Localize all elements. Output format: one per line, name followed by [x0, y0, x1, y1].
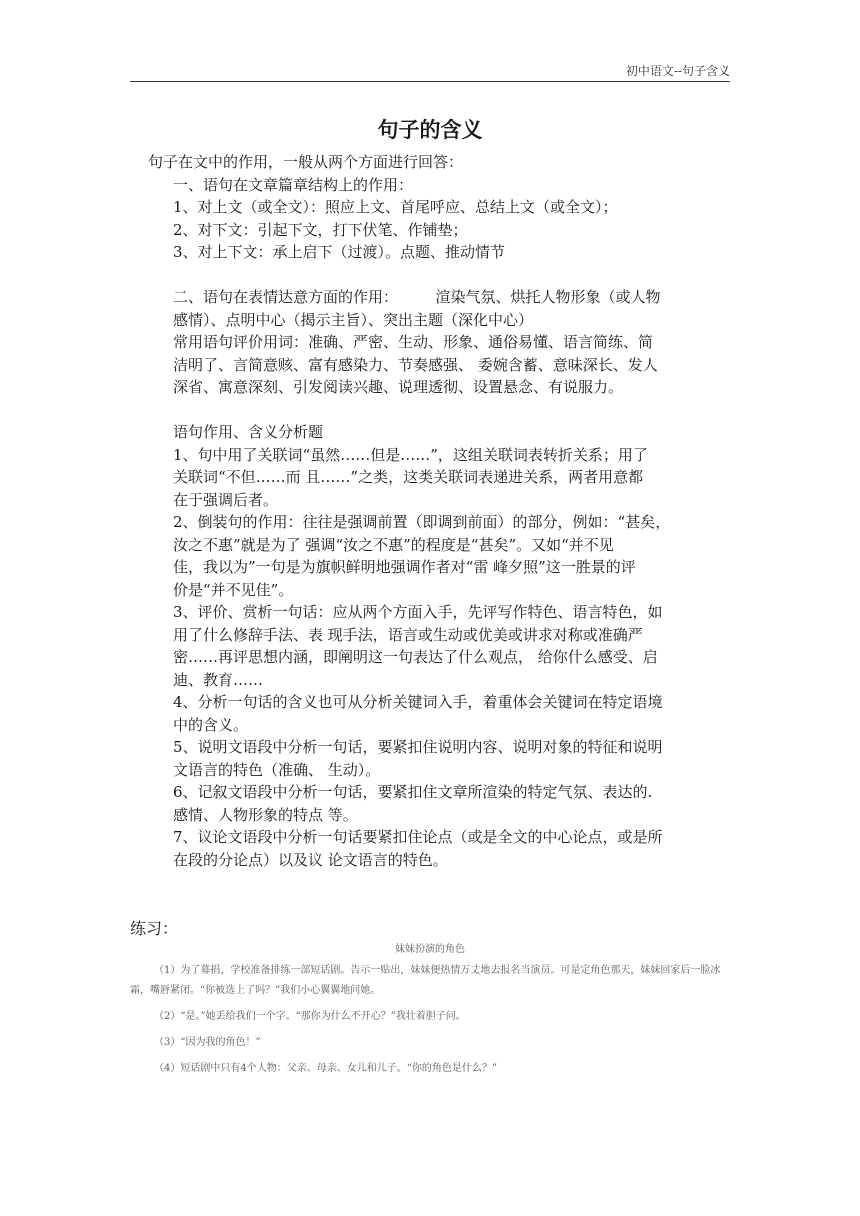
section3-line: 在段的分论点）以及议 论文语言的特色。 [173, 850, 448, 869]
section3-line: 用了什么修辞手法、表 现手法，语言或生动或优美或讲求对称或准确严 [173, 625, 643, 644]
main-content [130, 151, 730, 871]
section2-line: 深省、寓意深刻、引发阅读兴趣、说理透彻、设置悬念、有说服力。 [173, 378, 624, 396]
section3-line: 1、句中用了关联词“虽然……但是……”，这组关联词表转折关系；用了 [173, 445, 648, 464]
section1-item: 3、对上下文：承上启下（过渡）。点题、推动情节 [173, 243, 506, 261]
section3-line: 迪、教育…… [173, 670, 264, 689]
section3-line: 佳，我以为”一句是为旗帜鲜明地强调作者对“雷 峰夕照”这一胜景的评 [173, 558, 636, 576]
section3-line: 3、评价、赏析一句话：应从两个方面入手，先评写作特色、语言特色，如 [173, 603, 663, 621]
story-paragraph: （4）短话剧中只有4个人物：父亲、母亲、女儿和儿子。“你的角色是什么？” [154, 1063, 497, 1074]
section2-line: 常用语句评价用词：准确、严密、生动、形象、通俗易懂、语言简练、简 [173, 333, 654, 351]
section1 [130, 174, 730, 264]
section3-line: 价是“并不见佳”。 [173, 580, 294, 599]
practice-story [130, 940, 730, 1085]
section1-heading: 一、语句在文章篇章结构上的作用： [173, 175, 414, 194]
section3-line: 5、说明文语段中分析一句话，要紧扣住说明内容、说明对象的特征和说明 [173, 738, 663, 756]
section1-item: 2、对下文：引起下文，打下伏笔、作铺垫； [173, 220, 468, 239]
story-paragraph: （1）为了募捐，学校准备排练一部短话剧。告示一贴出，妹妹便热情万丈地去报名当演员。可是定角色那天，妹妹回家后一脸冰霜，嘴唇紧闭。“你被选上了吗？”我们小心翼翼地问她。 [130, 965, 721, 996]
section3-line: 6、记叙文语段中分析一句话，要紧扣住文章所渲染的特定气氛、表达的. [173, 783, 653, 801]
section3 [130, 421, 730, 871]
section3-line: 感情、人物形象的特点 等。 [173, 805, 358, 824]
page-title: 句子的含义 [377, 117, 483, 142]
intro-line: 句子在文中的作用，一般从两个方面进行回答： [148, 153, 464, 171]
section2-line: 二、语句在表情达意方面的作用： 渲染气氛、烘托人物形象（或人物 [173, 288, 661, 306]
practice-label: 练习： [130, 919, 179, 938]
section3-line: 关联词“不但……而 且……”之类，这类关联词表递进关系，两者用意都 [173, 468, 644, 486]
section3-line: 密……再评思想内涵，即阐明这一句表达了什么观点， 给你什么感受、启 [173, 648, 658, 666]
story-paragraph: （2）“是。”她丢给我们一个字。“那你为什么不开心？”我壮着胆子问。 [154, 1011, 466, 1022]
section1-item: 1、对上文（或全文）：照应上文、首尾呼应、总结上文（或全文）； [173, 198, 618, 216]
section3-line: 中的含义。 [173, 715, 249, 734]
running-header: 初中语文--句子含义 [625, 64, 730, 78]
story-paragraph: （3）“因为我的角色！” [154, 1037, 261, 1048]
section3-line: 7、议论文语段中分析一句话要紧扣住论点（或是全文的中心论点，或是所 [173, 828, 663, 846]
section2-line: 感情）、点明中心（揭示主旨）、突出主题（深化中心） [173, 310, 534, 329]
section3-line: 4、分析一句话的含义也可从分析关键词入手，着重体会关键词在特定语境 [173, 693, 663, 711]
header-divider [130, 81, 730, 82]
section3-line: 汝之不惠”就是为了 强调“汝之不惠”的程度是“甚矣”。又如“并不见 [173, 535, 614, 554]
story-title: 妹妹扮演的角色 [395, 944, 465, 955]
section3-line: 文语言的特色（准确、 生动）。 [173, 760, 381, 779]
section3-line: 在于强调后者。 [173, 490, 279, 509]
section3-heading: 语句作用、含义分析题 [173, 423, 324, 441]
section2-line: 洁明了、言简意赅、富有感染力、节奏感强、 委婉含蓄、意味深长、发人 [173, 355, 658, 374]
section3-line: 2、倒装句的作用：往往是强调前置（即调到前面）的部分，例如：“甚矣， [173, 513, 671, 531]
section2 [130, 286, 730, 399]
